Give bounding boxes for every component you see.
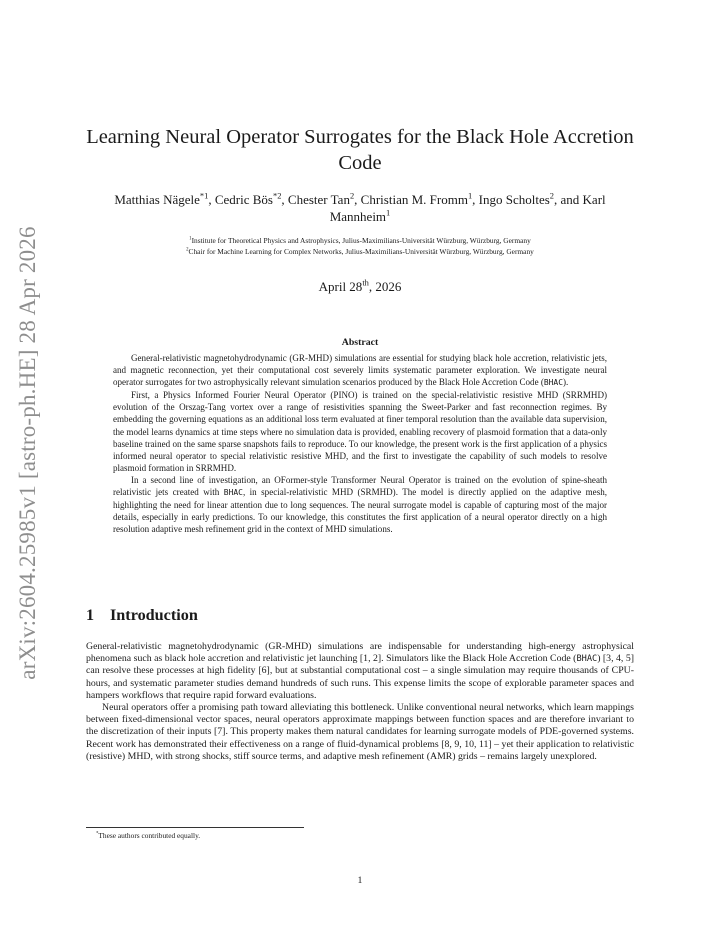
author-affiliation-mark: *1: [199, 190, 209, 201]
abstract-paragraph: In a second line of investigation, an OFormer-style Transformer Neural Operator is trained on the evolution of spine-sheath relativistic jets created with BHAC, in special-relativistic MHD (SRMHD). The model is directly applied on the adaptive mesh, highlighting the need for linear attention due to long sequences. The neural surrogate model is capable of capturing most of the major details, especially in early predictions. To our knowledge, this constitutes the first application of a neural operator directly on a high resolution adaptive mesh refinement grid in the context of MHD simulations.: [113, 474, 607, 535]
affiliations: [86, 235, 634, 257]
intro-paragraph: General-relativistic magnetohydrodynamic (GR-MHD) simulations are indispensable for understanding high-energy astrophysical phenomena such as black hole accretion and relativistic jet launching [1, 2]. Simulators like the Black Hole Accretion Code (BHAC) [3, 4, 5] can resolve these processes at high fidelity [6], but at substantial computational cost – a single simulation may require thousands of CPU-hours, and systematic parameter studies demand hundreds of such runs. This expense limits the scope of explorable parameter spaces and hampers workflows that require rapid forward evaluations.: [86, 641, 634, 701]
abstract-paragraph: First, a Physics Informed Fourier Neural Operator (PINO) is trained on the special-relativistic resistive MHD (SRRMHD) evolution of the Orszag-Tang vortex over a range of resistivities spanning the Sweet-Parker and fast reconnection regimes. By embedding the governing equations as an additional loss term evaluated at finer temporal resolution than the available data supervision, the model learns dynamics at time steps where no simulation data is provided, enabling recovery of plasmoid formation that a data-only baseline trained on the same sparse snapshots fails to reproduce. To our knowledge, the present work is the first application of a physics informed neural operator to special relativistic resistive MHD, and the first to investigate the capability of such models to resolve plasmoid formation in SRRMHD.: [113, 390, 607, 473]
introduction-body: [86, 641, 634, 763]
arxiv-sidebar: [5, 226, 51, 680]
author-name: Chester Tan: [287, 192, 350, 207]
footnote: *These authors contributed equally.: [96, 831, 201, 840]
author-name: Karl Mannheim: [329, 192, 606, 224]
abstract-heading: Abstract: [341, 337, 379, 348]
author-list: Matthias Nägele$^{*1}$, Cedric Bös$^{*2}$, Chester Tan$^2$, Christian M. Fromm$^1$, Ingo Scholtes$^2$, and Karl Mannheim$^1$: [114, 190, 606, 224]
intro-paragraph: Neural operators offer a promising path toward alleviating this bottleneck. Unlike conventional neural networks, which learn mappings between fixed-dimensional vector spaces, neural operators approximate mappings between function spaces and are therefore invariant to the discretization of their inputs [7]. This property makes them natural candidates for learning surrogate models of PDE-governed systems. Recent work has demonstrated their effectiveness on a range of fluid-dynamical problems [8, 9, 10, 11] – yet their application to relativistic (resistive) MHD, with strong shocks, stiff source terms, and adaptive mesh refinement (AMR) grids – remains largely unexplored.: [86, 702, 634, 762]
affiliation: $^1$Institute for Theoretical Physics and Astrophysics, Julius-Maximilians-Universität Würzburg, Würzburg, Germany: [189, 236, 531, 245]
abstract-body: [113, 352, 607, 535]
section-heading: [86, 606, 198, 625]
paper-title: Learning Neural Operator Surrogates for the Black Hole Accretion Code: [86, 126, 634, 174]
affiliation: $^2$Chair for Machine Learning for Complex Networks, Julius-Maximilians-Universität Würzburg, Würzburg, Germany: [186, 247, 534, 256]
author-affiliation-mark: 1: [467, 190, 473, 201]
page-number: 1: [357, 875, 363, 886]
author-name: Cedric Bös: [214, 192, 273, 207]
author-affiliation-mark: 2: [549, 190, 555, 201]
author-name: Matthias Nägele: [114, 192, 200, 207]
footnote-rule: [86, 827, 304, 828]
paper-date: April 28th, 2026: [318, 277, 402, 294]
author-name: Ingo Scholtes: [478, 192, 550, 207]
arxiv-identifier: arXiv:2604.25985v1 [astro-ph.HE] 28 Apr 2026: [15, 226, 40, 680]
author-affiliation-mark: *2: [272, 190, 282, 201]
author-name: Christian M. Fromm: [360, 192, 468, 207]
author-affiliation-mark: 1: [386, 207, 391, 218]
abstract-paragraph: General-relativistic magnetohydrodynamic (GR-MHD) simulations are essential for studying black hole accretion, relativistic jets, and magnetic reconnection, yet their computational cost severely limits systematic parameter exploration. We investigate neural operator surrogates for two astrophysically relevant simulation scenarios produced by the Black Hole Accretion Code (BHAC).: [113, 353, 607, 388]
author-affiliation-mark: 2: [349, 190, 355, 201]
section-title: Introduction: [110, 606, 198, 624]
section-number: 1: [86, 606, 95, 624]
